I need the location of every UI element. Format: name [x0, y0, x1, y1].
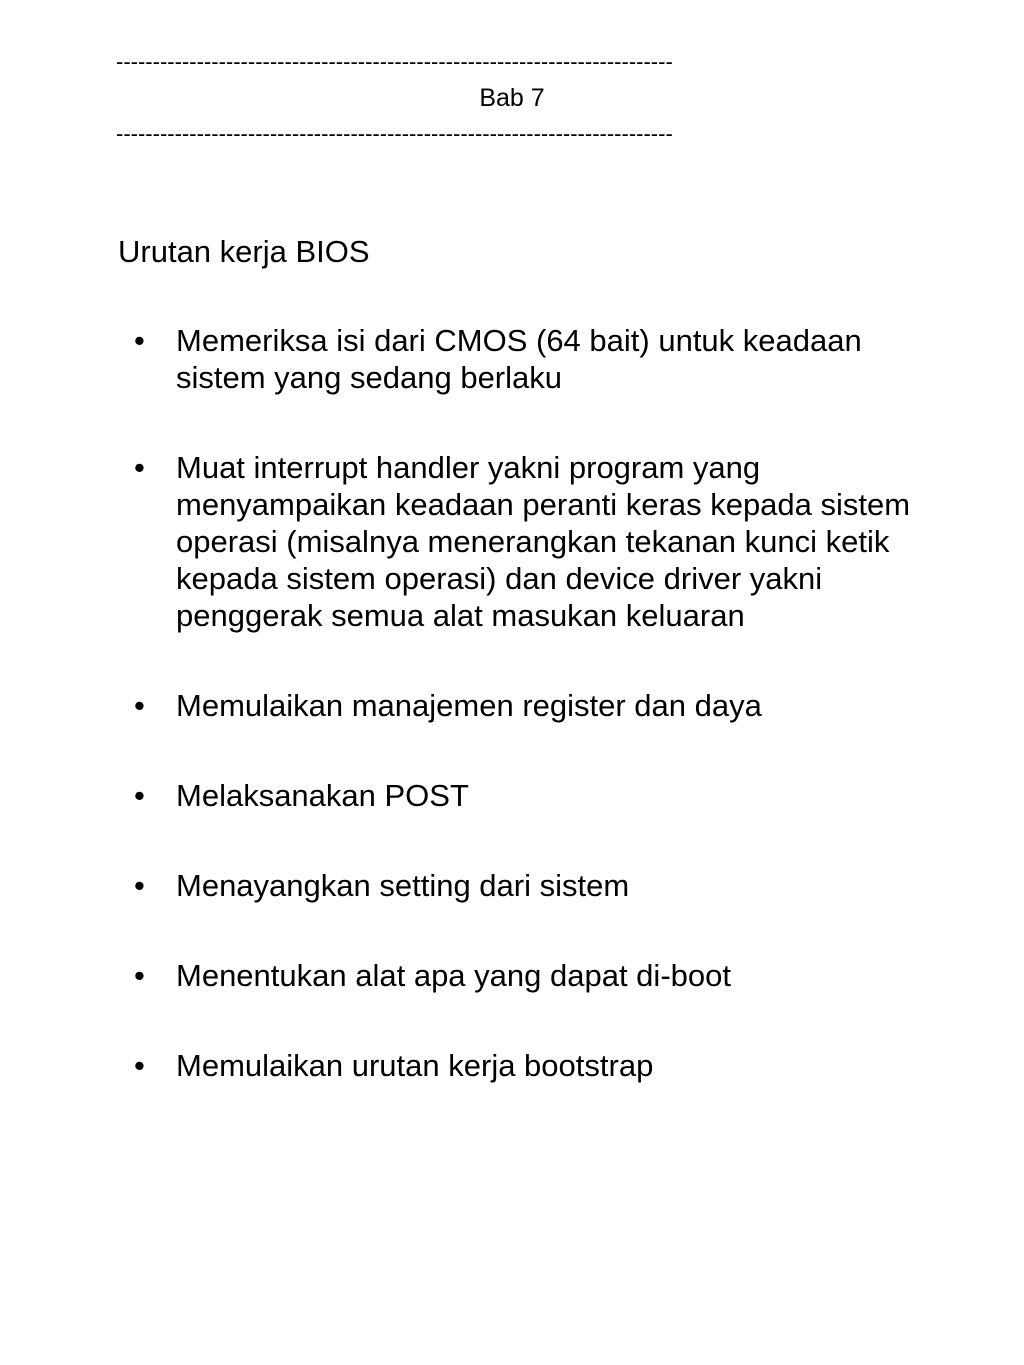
- list-item: [0, 777, 1024, 814]
- list-item: [0, 957, 1024, 994]
- list-item-text: Melaksanakan POST: [176, 778, 469, 813]
- header-top-rule: ----------------------------------------------------------------------------: [116, 50, 673, 74]
- bullet-icon: •: [134, 323, 145, 358]
- list-item-text: Muat interrupt handler yakni program yang menyampaikan keadaan peranti keras kepada sistem operasi (misalnya menerangkan tekanan kunci ketik kepada sistem operasi) dan device driver yakni penggerak semua alat masukan keluaran: [176, 450, 911, 633]
- list-item-text: Memulaikan manajemen register dan daya: [176, 688, 762, 723]
- list-item: [0, 449, 1024, 634]
- bullet-icon: •: [134, 958, 145, 993]
- list-item: [0, 867, 1024, 904]
- header-bottom-rule: ----------------------------------------------------------------------------: [116, 122, 673, 146]
- bullet-icon: •: [134, 778, 145, 813]
- list-item-text: Menayangkan setting dari sistem: [176, 868, 630, 903]
- bullet-icon: •: [134, 450, 145, 485]
- bullet-icon: •: [134, 868, 145, 903]
- bios-steps-list: [0, 322, 1024, 1084]
- bullet-icon: •: [134, 688, 145, 723]
- list-item: [0, 322, 1024, 396]
- list-item: [0, 1047, 1024, 1084]
- chapter-title: Bab 7: [479, 84, 545, 112]
- list-item-text: Menentukan alat apa yang dapat di-boot: [176, 958, 731, 993]
- bullet-icon: •: [134, 1048, 145, 1083]
- list-item-text: Memeriksa isi dari CMOS (64 bait) untuk keadaan sistem yang sedang berlaku: [176, 323, 862, 395]
- list-item-text: Memulaikan urutan kerja bootstrap: [176, 1048, 654, 1083]
- list-item: [0, 687, 1024, 724]
- section-heading: Urutan kerja BIOS: [118, 234, 370, 269]
